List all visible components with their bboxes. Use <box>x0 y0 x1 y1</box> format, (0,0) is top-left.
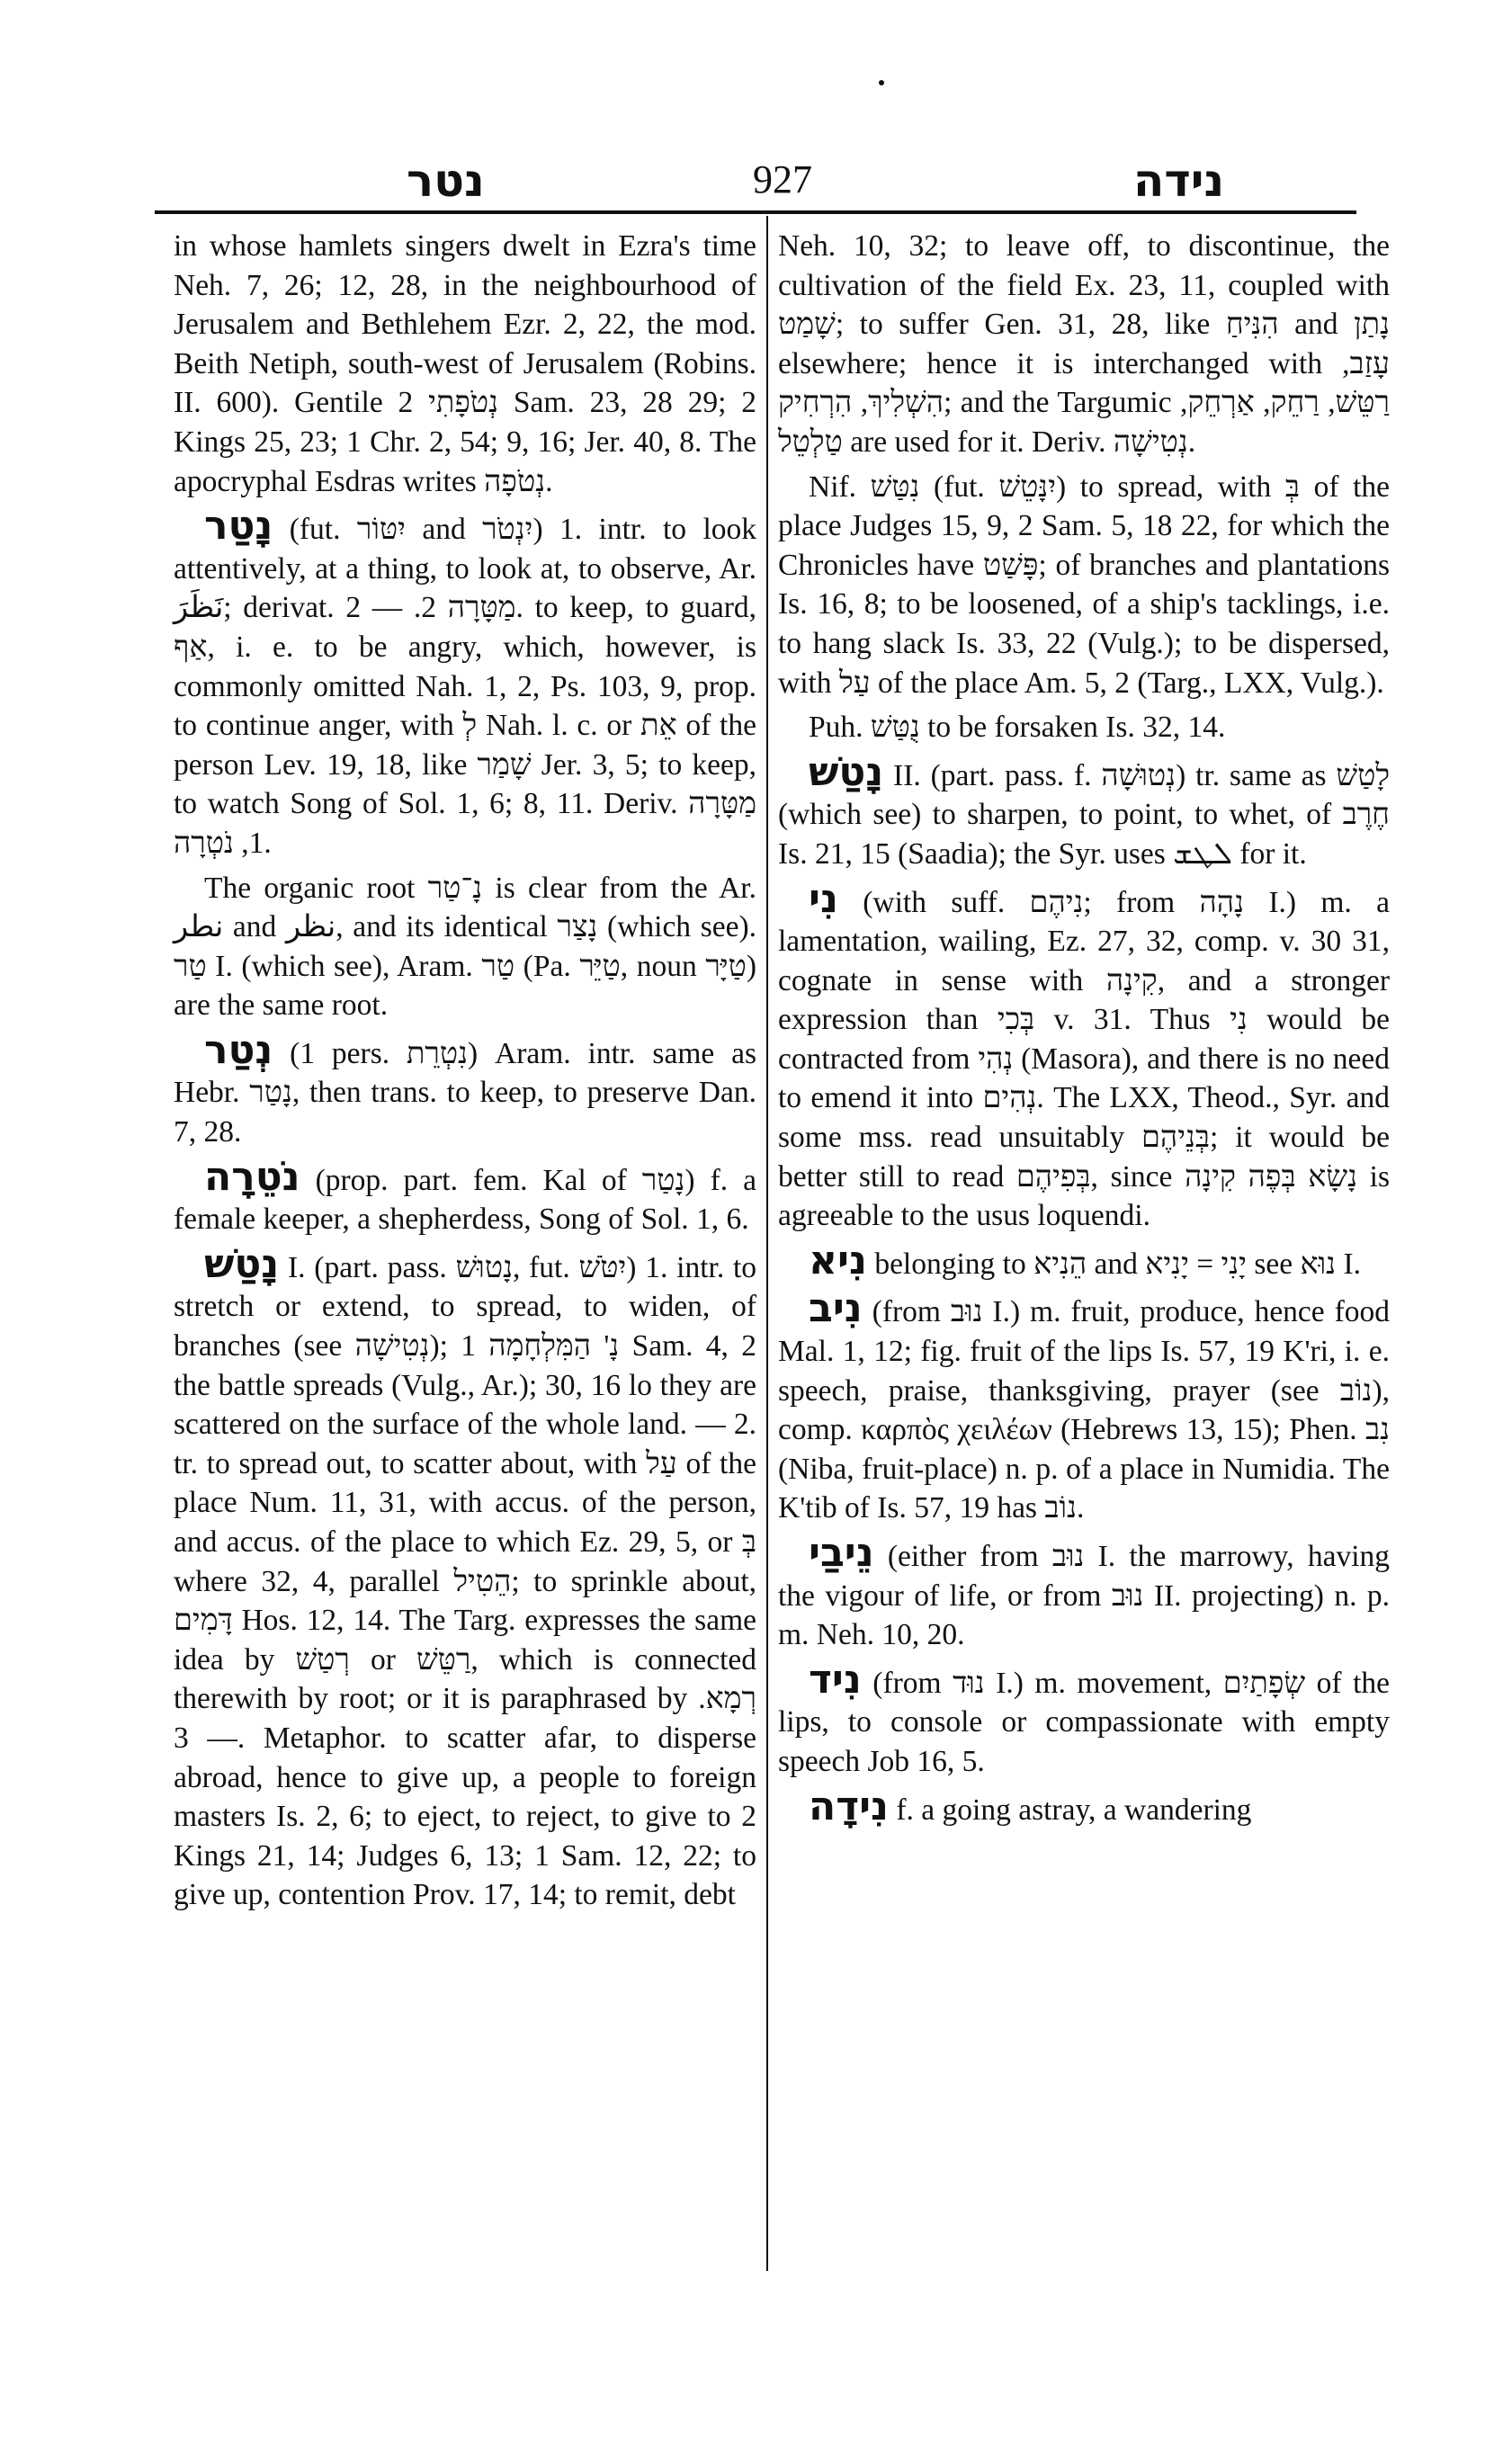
headword: נָטַר <box>204 503 273 550</box>
entry-continuation: Neh. 10, 32; to leave off, to discontinue, the cultivation of the field Ex. 23, 11, coupled with שָׁמַט; to suffer Gen. 31, 28, like הִנִּיחַ and נָתַן elsewhere; hence it is interchanged with עָזַב, הִשְׁלִיךְ, הִרְחִיק; and the Targumic רַטֵּשׁ, רַחֵק, אַרְחֵק, טַלְטֵל are used for it. Deriv. נְטִישָׁה. <box>778 229 1390 459</box>
right-column <box>767 227 1390 1835</box>
entry-continuation: in whose hamlets singers dwelt in Ezra's time Neh. 7, 26; 12, 28, in the neighbourhood of Jerusalem and Bethlehem Ezr. 2, 22, the mod. Beith Netiph, south-west of Jerusalem (Robins. II. 600). Gentile נְטֹפָתִי 2 Sam. 23, 28 29; 2 Kings 25, 23; 1 Chr. 2, 54; 9, 16; Jer. 40, 8. The apocryphal Esdras writes נְטֹפָה. <box>174 229 756 498</box>
headword: נְטַר <box>204 1026 273 1073</box>
entry-nid: נִיד (from נוּד I.) m. movement, שְׂפָתַיִם of the lips, to console or compassionate with empty speech Job 16, 5. <box>778 1656 1390 1778</box>
left-column <box>174 227 756 1920</box>
headword: נִיד <box>809 1656 862 1703</box>
entry-nevai: נֵיבַי (either from נוּב I. the marrowy, having the vigour of life, or from נוּב II. projecting) n. p. m. Neh. 10, 20. <box>778 1530 1391 1652</box>
headword: נִידָה <box>809 1783 889 1829</box>
running-head-left: נטר <box>407 155 485 207</box>
headword: נֹטֵרָה <box>204 1153 300 1200</box>
entry-nif: Nif. נִטַּשׁ (fut. יִנָּטֵשׁ) to spread, with בְּ of the place Judges 15, 9, 2 Sam. 5, 18 22, for which the Chronicles have פָּשַׁט; of branches and plantations Is. 16, 8; to be loosened, of a ship's tacklings, i.e. to hang slack Is. 33, 22 (Vulg.); to be dispersed, with עַל of the place Am. 5, 2 (Targ., LXX, Vulg.). <box>778 469 1391 700</box>
entry-nidah: נִידָה f. a going astray, a wandering <box>809 1783 1252 1829</box>
entry-noterah: נֹטֵרָה (prop. part. fem. Kal of נָטַר) f. a female keeper, a shepherdess, Song of Sol. 1, 6. <box>174 1153 757 1237</box>
running-head <box>171 155 1394 209</box>
entry-natash-2: נָטַשׁ II. (part. pass. f. נְטוּשָׁה) tr. same as לָטַשׁ (which see) to sharpen, to point, to whet, of חֶרֶב Is. 21, 15 (Saadia); the Syr. uses ܠܛܫ for it. <box>778 748 1390 871</box>
entry-natash-1: נָטַשׁ I. (part. pass. נָטוּשׁ, fut. יִטֹּשׁ) 1. intr. to stretch or extend, to spread, to widen, of branches (see נְטִישָׁה); נָ' הַמִּלְחָמָה 1 Sam. 4, 2 the battle spreads (Vulg., Ar.); 30, 16 lo they are scattered on the surface of the whole land. — 2. tr. to spread out, to scatter about, with עַל of the place Num. 11, 31, with accus. of the person, and accus. of the place to which Ez. 29, 5, or בְּ where 32, 4, parallel הֵטִיל; to sprinkle about, דָּמִים Hos. 12, 14. The Targ. expresses the same idea by רְטַשׁ or רַטֵּשׁ, which is connected therewith by root; or it is paraphrased by רְמָא. — 3. Metaphor. to scatter afar, to disperse abroad, hence to give up, a people to foreign masters Is. 2, 6; to eject, to reject, to give to 2 Kings 21, 14; Judges 6, 13; 1 Sam. 12, 22; to give up, contention Prov. 17, 14; to remit, debt <box>174 1240 757 1912</box>
scan-speck <box>879 80 884 85</box>
headword: נִיב <box>809 1285 863 1332</box>
headword: נִי <box>809 875 838 922</box>
headword: נָטַשׁ <box>809 748 884 795</box>
entry-niv: נִיב (from נוּב I.) m. fruit, produce, hence food Mal. 1, 12; fig. fruit of the lips Is. 57, 19 K'ri, i. e. speech, praise, thanksgiving, prayer (see נוֹב), comp. καρπὸς χειλέων (Hebrews 13, 15); Phen. נִב (Niba, fruit-place) n. p. of a place in Numidia. The K'tib of Is. 57, 19 has נוֹב. <box>778 1285 1391 1525</box>
header-rule <box>155 210 1356 214</box>
entry-natar-aram: נְטַר (1 pers. נִטְרֵת) Aram. intr. same as Hebr. נָטַר, then trans. to keep, to preserve Dan. 7, 28. <box>174 1026 757 1149</box>
entry-organic-root: The organic root נָ־טַר is clear from the Ar. نطر and نظر, and its identical נָצַר (which see). טַר I. (which see), Aram. טַר (Pa. טַיֵּר, noun טַיָּר) are the same root. <box>174 871 757 1023</box>
entry-puh: Puh. נֻטַּשׁ to be forsaken Is. 32, 14. <box>809 711 1226 745</box>
headword: נִיא <box>809 1237 867 1283</box>
page-number: 927 <box>753 157 812 201</box>
entry-natar: נָטַר (fut. יִטּוֹר and יִנְטֹר) 1. intr. to look attentively, at a thing, to look at, to observe, Ar. نَظَرَ; derivat. מַטָּרָה 2. — 2. to keep, to guard, אַף, i. e. to be angry, which, however, is commonly omitted Nah. 1, 2, Ps. 103, 9, prop. to continue anger, with לְ Nah. l. c. or אֵת of the person Lev. 19, 18, like שָׁמַר Jer. 3, 5; to keep, to watch Song of Sol. 1, 6; 8, 11. Deriv. מַטָּרָה 1, נֹטְרָה. <box>174 503 757 860</box>
entry-ni: נִי (with suff. נִיהֶם; from נָהָה I.) m. a lamentation, wailing, Ez. 27, 32, comp. v. 30 31, cognate in sense with קִינָה, and a stronger expression than בְּכִי v. 31. Thus נִי would be contracted from נְהִי (Masora), and there is no need to emend it into נְהִים. The LXX, Theod., Syr. and some mss. read unsuitably בְּנֵיהֶם; it would be better still to read בְּפִיהֶם, since נָשָׂא בְּפֶה קִינָה is agreeable to the usus loquendi. <box>778 875 1391 1233</box>
running-head-right: נידה <box>1133 155 1225 207</box>
headword: נֵיבַי <box>809 1530 874 1576</box>
entry-ni-a: נִיא belonging to הֵנִיא and יָנִי = יָנִיא see נוּא I. <box>809 1237 1361 1283</box>
headword: נָטַשׁ <box>204 1240 280 1287</box>
